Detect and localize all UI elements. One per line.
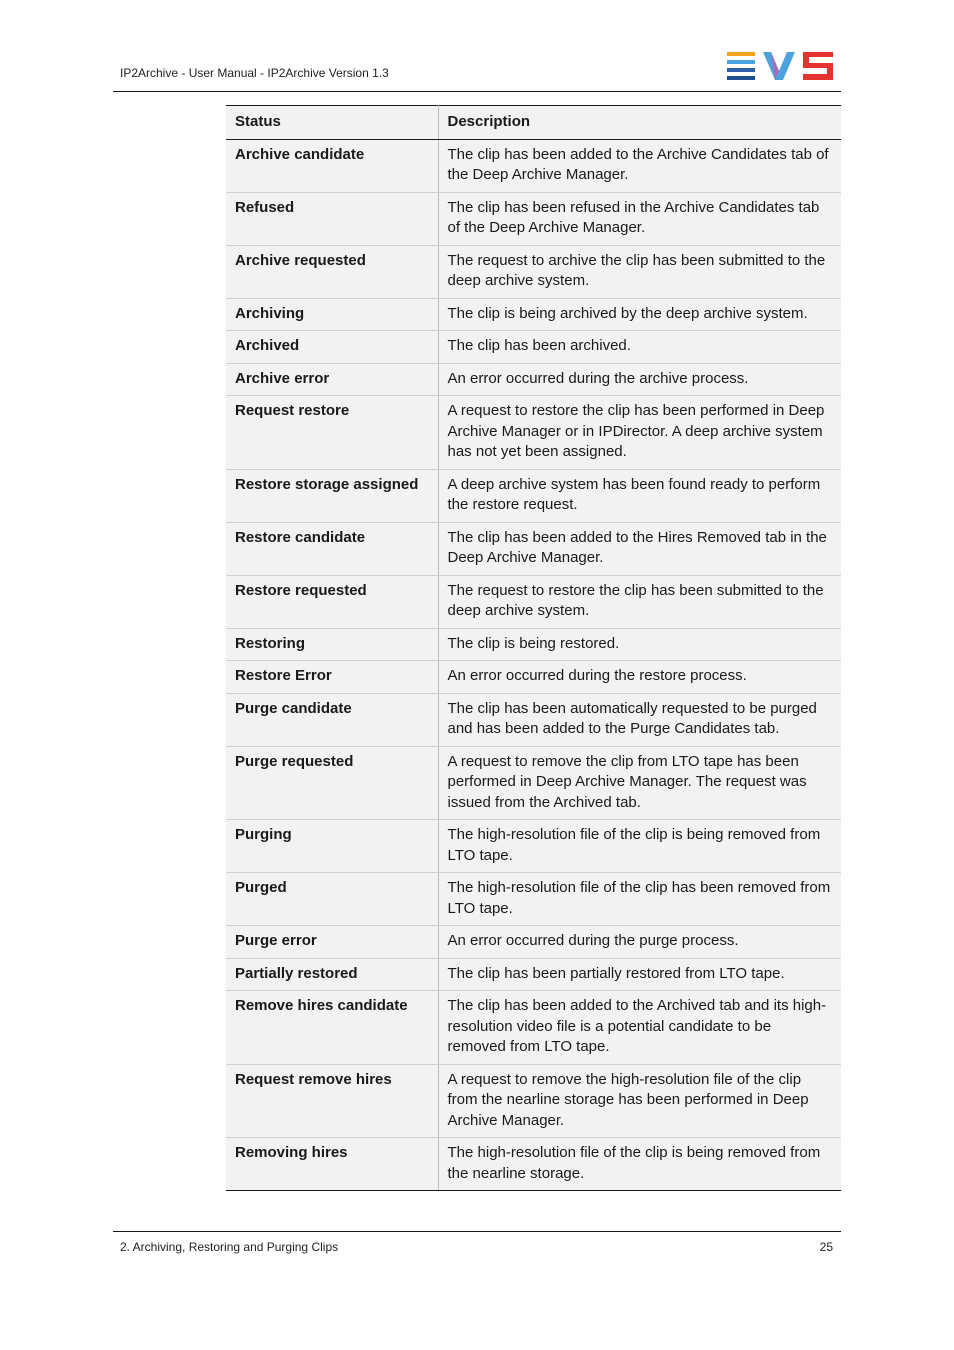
table-row [226, 628, 841, 661]
status-table-container [226, 105, 841, 1191]
status-cell: Purge candidate [226, 693, 438, 746]
description-cell: An error occurred during the archive process. [438, 363, 841, 396]
description-cell: A deep archive system has been found ready to perform the restore request. [438, 469, 841, 522]
status-cell: Archive candidate [226, 139, 438, 192]
table-row [226, 661, 841, 694]
status-cell: Purging [226, 820, 438, 873]
page-header [113, 40, 841, 92]
description-cell: A request to restore the clip has been performed in Deep Archive Manager or in IPDirector. A deep archive system has not yet been assigned. [438, 396, 841, 470]
description-cell: The clip has been added to the Archived tab and its high-resolution video file is a potential candidate to be removed from LTO tape. [438, 991, 841, 1065]
status-cell: Purged [226, 873, 438, 926]
description-cell: The clip has been added to the Hires Removed tab in the Deep Archive Manager. [438, 522, 841, 575]
section-title: 2. Archiving, Restoring and Purging Clips [120, 1240, 339, 1254]
description-cell: An error occurred during the restore process. [438, 661, 841, 694]
description-cell: The clip has been partially restored from LTO tape. [438, 958, 841, 991]
table-row [226, 331, 841, 364]
status-table [226, 105, 841, 1191]
description-cell: A request to remove the clip from LTO tape has been performed in Deep Archive Manager. The request was issued from the Archived tab. [438, 746, 841, 820]
table-header-row [226, 106, 841, 140]
column-header-status: Status [226, 106, 438, 140]
status-cell: Archive error [226, 363, 438, 396]
status-cell: Purge error [226, 926, 438, 959]
description-cell: The clip has been refused in the Archive Candidates tab of the Deep Archive Manager. [438, 192, 841, 245]
description-cell: The clip is being archived by the deep archive system. [438, 298, 841, 331]
status-cell: Purge requested [226, 746, 438, 820]
table-row [226, 575, 841, 628]
description-cell: The clip has been automatically requested to be purged and has been added to the Purge Candidates tab. [438, 693, 841, 746]
description-cell: The request to archive the clip has been submitted to the deep archive system. [438, 245, 841, 298]
description-cell: The clip has been archived. [438, 331, 841, 364]
description-cell: The clip has been added to the Archive Candidates tab of the Deep Archive Manager. [438, 139, 841, 192]
description-cell: A request to remove the high-resolution file of the clip from the nearline storage has been performed in Deep Archive Manager. [438, 1064, 841, 1138]
status-cell: Archiving [226, 298, 438, 331]
table-row [226, 873, 841, 926]
table-row [226, 991, 841, 1065]
page-footer [113, 1231, 841, 1254]
table-row [226, 396, 841, 470]
table-row [226, 693, 841, 746]
description-cell: The high-resolution file of the clip has been removed from LTO tape. [438, 873, 841, 926]
table-row [226, 298, 841, 331]
table-row [226, 139, 841, 192]
table-row [226, 746, 841, 820]
status-cell: Restore Error [226, 661, 438, 694]
table-row [226, 363, 841, 396]
status-cell: Restore storage assigned [226, 469, 438, 522]
page-number: 25 [819, 1240, 833, 1254]
table-row [226, 1064, 841, 1138]
status-cell: Request remove hires [226, 1064, 438, 1138]
status-cell: Restore candidate [226, 522, 438, 575]
description-cell: An error occurred during the purge process. [438, 926, 841, 959]
table-row [226, 245, 841, 298]
evs-logo [727, 52, 833, 80]
status-cell: Archived [226, 331, 438, 364]
status-cell: Remove hires candidate [226, 991, 438, 1065]
status-cell: Restoring [226, 628, 438, 661]
description-cell: The high-resolution file of the clip is being removed from LTO tape. [438, 820, 841, 873]
description-cell: The request to restore the clip has been submitted to the deep archive system. [438, 575, 841, 628]
status-cell: Archive requested [226, 245, 438, 298]
description-cell: The high-resolution file of the clip is being removed from the nearline storage. [438, 1138, 841, 1191]
table-row [226, 926, 841, 959]
table-row [226, 1138, 841, 1191]
document-title: IP2Archive - User Manual - IP2Archive Version 1.3 [120, 66, 389, 80]
status-cell: Restore requested [226, 575, 438, 628]
table-row [226, 192, 841, 245]
table-row [226, 469, 841, 522]
status-cell: Refused [226, 192, 438, 245]
table-row [226, 820, 841, 873]
status-cell: Removing hires [226, 1138, 438, 1191]
status-cell: Partially restored [226, 958, 438, 991]
column-header-description: Description [438, 106, 841, 140]
status-cell: Request restore [226, 396, 438, 470]
table-row [226, 958, 841, 991]
description-cell: The clip is being restored. [438, 628, 841, 661]
table-row [226, 522, 841, 575]
